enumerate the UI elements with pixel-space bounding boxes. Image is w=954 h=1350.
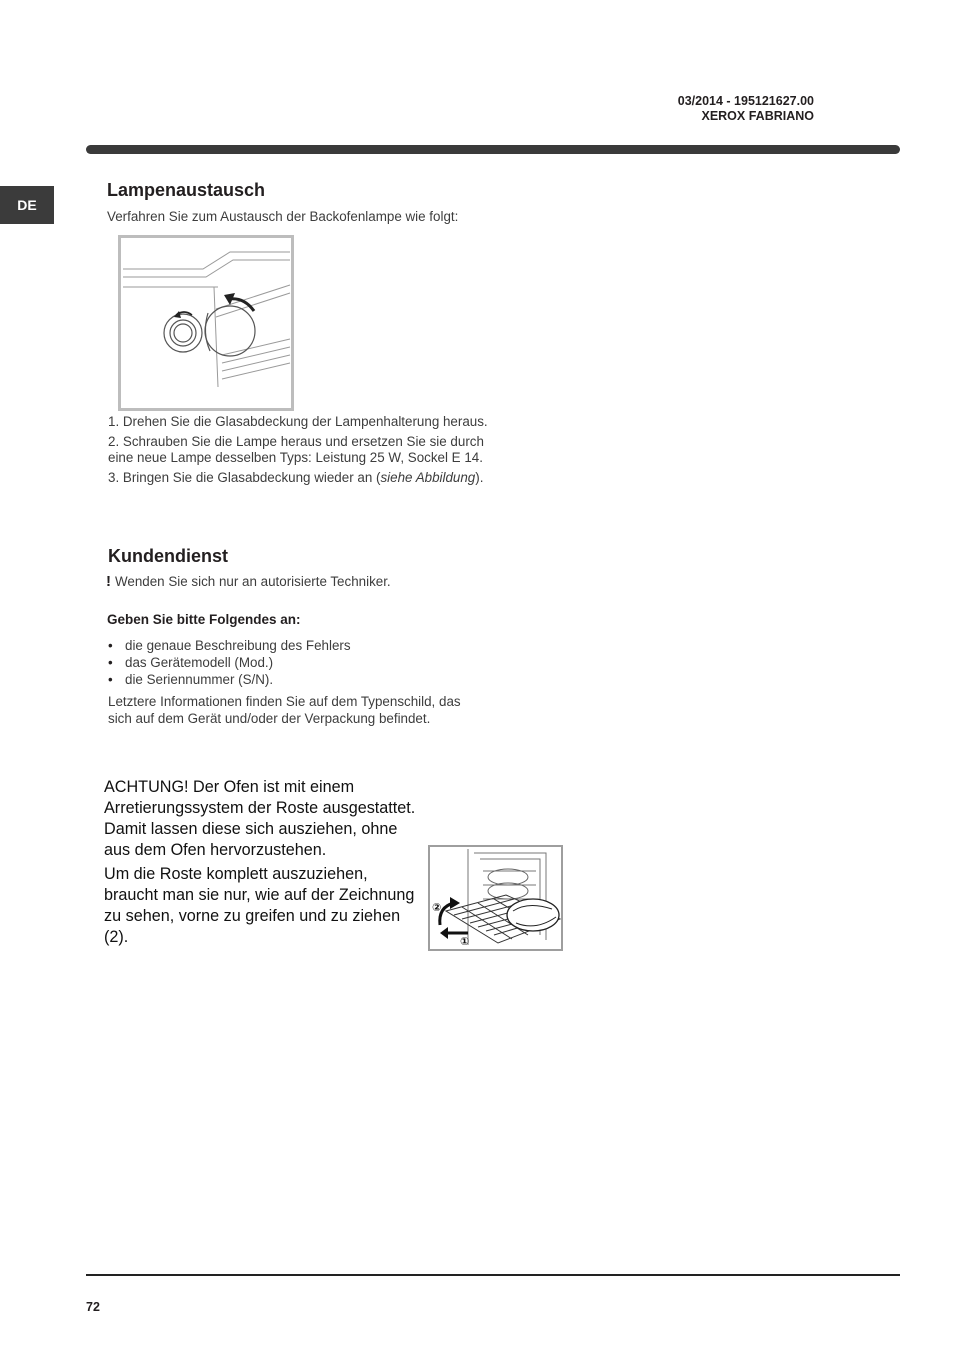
- type-plate-note: Letztere Informationen finden Sie auf dem Typenschild, das sich auf dem Gerät und/oder der Verpackung befindet.: [108, 694, 461, 726]
- lamp-step-1: 1. Drehen Sie die Glasabdeckung der Lampenhalterung heraus.: [108, 414, 488, 429]
- lamp-section-title: Lampenaustausch: [107, 180, 266, 200]
- page-number: 72: [86, 1300, 100, 1314]
- figure-label-1: ①: [460, 935, 470, 948]
- lamp-step-3-end: ).: [475, 470, 484, 485]
- lamp-intro: Verfahren Sie zum Austausch der Backofenlampe wie folgt:: [107, 209, 459, 224]
- service-section-title: Kundendienst: [108, 546, 228, 566]
- shelf-illustration: [428, 845, 563, 951]
- service-warning-text: Wenden Sie sich nur an autorisierte Techniker.: [115, 574, 391, 589]
- shelf-warning: [104, 777, 426, 951]
- lamp-step-2: 2. Schrauben Sie die Lampe heraus und ersetzen Sie sie durch eine neue Lampe desselben Typs: Leistung 25 W, Sockel E 14.: [108, 434, 484, 465]
- document-code-line2: XEROX FABRIANO: [701, 109, 814, 123]
- figure-label-2: ②: [432, 901, 442, 914]
- lamp-step-3: [108, 470, 498, 486]
- list-item: • die genaue Beschreibung des Fehlers: [108, 637, 488, 654]
- language-tab: DE: [0, 186, 54, 224]
- warning-mark: !: [106, 573, 111, 590]
- shelf-warning-paragraph-2: Um die Roste komplett auszuziehen, braucht man sie nur, wie auf der Zeichnung zu sehen, vorne zu greifen und zu ziehen (2).: [104, 865, 415, 946]
- figure-reference: siehe Abbildung: [380, 470, 476, 485]
- service-warning: [106, 574, 506, 590]
- lamp-illustration: [118, 235, 294, 411]
- lamp-steps: [108, 414, 498, 490]
- document-code: [514, 94, 814, 124]
- list-item: • das Gerätemodell (Mod.): [108, 654, 488, 671]
- bottom-divider: [86, 1274, 900, 1276]
- info-list: [108, 637, 488, 688]
- lamp-step-3-text: 3. Bringen Sie die Glasabdeckung wieder an (: [108, 470, 381, 485]
- list-item: • die Seriennummer (S/N).: [108, 671, 488, 688]
- document-code-line1: 03/2014 - 195121627.00: [677, 94, 814, 108]
- info-heading: Geben Sie bitte Folgendes an:: [107, 612, 301, 627]
- top-divider: [86, 145, 900, 154]
- shelf-warning-paragraph-1: ACHTUNG! Der Ofen ist mit einem Arretierungssystem der Roste ausgestattet. Damit lassen diese sich ausziehen, ohne aus dem Ofen hervorzustehen.: [104, 778, 416, 859]
